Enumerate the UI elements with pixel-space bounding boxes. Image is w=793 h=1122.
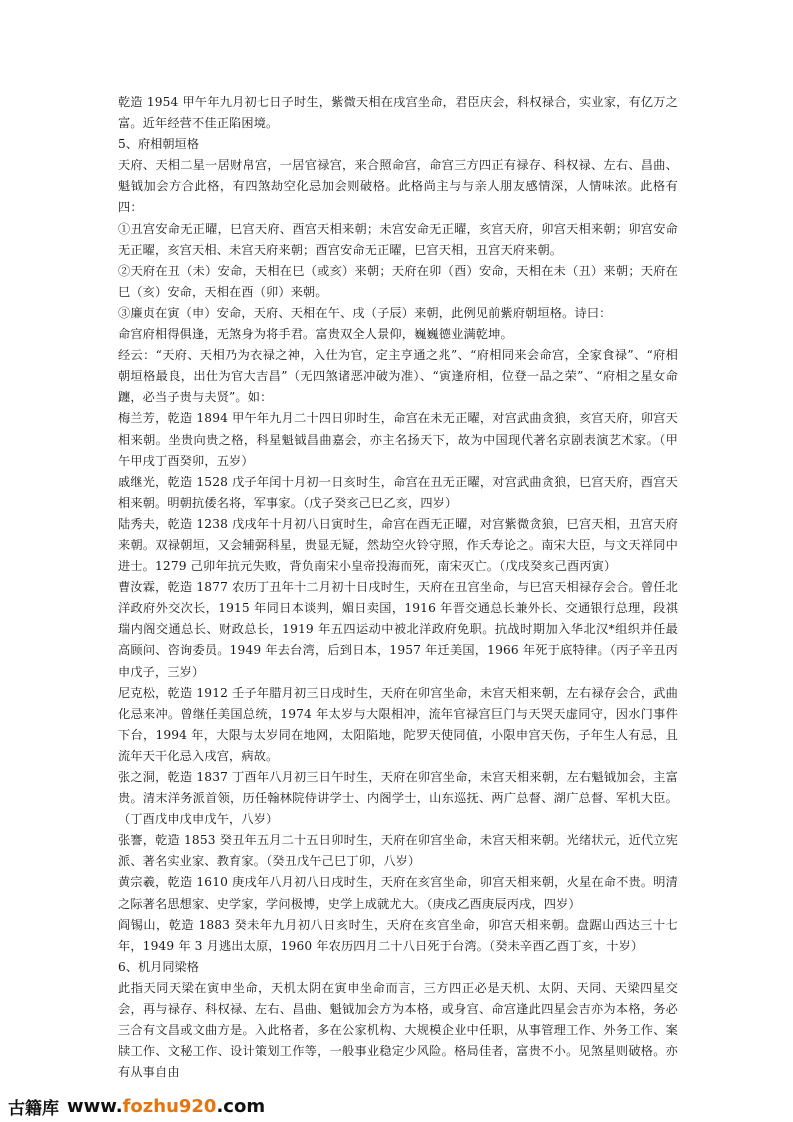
site-brand: 古籍库 [8, 1099, 59, 1119]
paragraph: 黄宗羲，乾造 1610 庚戌年八月初八日戌时生，天府在亥宫坐命，卯宫天相来朝，火星在命不贵。明清之际著名思想家、史学家，学问极博，史学上成就尤大。（庚戌乙酉庚辰丙戌，四岁） [118, 875, 678, 911]
site-url-highlight: fozhu920 [122, 1096, 217, 1117]
document-body [118, 92, 678, 1083]
paragraph: 此指天同天梁在寅申坐命，天机太阴在寅申坐命而言，三方四正必是天机、太阴、天同、天梁四星交会，再与禄存、科权禄、左右、昌曲、魁钺加会方为本格，或身宫、命宫逢此四星会吉亦为本格，务必三合有文昌或文曲方是。入此格者，多在公家机构、大规模企业中任职，从事管理工作、外务工作、案牍工作、文秘工作、设计策划工作等，一般事业稳定少风险。格局佳者，富贵不小。见煞星则破格。亦有从事自由 [118, 980, 678, 1080]
paragraph: ③廉贞在寅（申）安命，天府、天相在午、戌（子辰）来朝，此例见前紫府朝垣格。诗曰： [118, 305, 612, 320]
paragraph: 陆秀夫，乾造 1238 戊戌年十月初八日寅时生，命宫在酉无正曜，对宫紫微贪狼，巳宫天相，丑宫天府来朝。双禄朝垣，又会辅弼科星，贵显无疑，然劫空火铃守照，作夭寿论之。南宋大臣，与文天祥同中进士。1279 己卯年抗元失败，背负南宋小皇帝投海而死，南宋灭亡。（戊戌癸亥己酉丙寅） [118, 516, 678, 574]
paragraph: 曹汝霖，乾造 1877 农历丁丑年十二月初十日戌时生，天府在丑宫坐命，与巳宫天相禄存会合。曾任北洋政府外交次长，1915 年同日本谈判，媚日卖国，1916 年晋交通总长兼外长、交通银行总理，段祺瑞内阁交通总长、财政总长，1919 年五四运动中被北洋政府免职。抗战时期加入华北汉*组织并任最高顾问、咨询委员。1949 年去台湾，后到日本，1957 年迁美国，1966 年死于底特律。（丙子辛丑丙申戊子，三岁） [118, 580, 678, 679]
watermark-footer[interactable] [8, 1094, 265, 1118]
paragraph: 戚继光，乾造 1528 戊子年闰十月初一日亥时生，命宫在丑无正曜，对宫武曲贪狼，巳宫天府，酉宫天相来朝。明朝抗倭名将，军事家。（戊子癸亥己巳乙亥，四岁） [118, 474, 678, 510]
paragraph: ②天府在丑（未）安命，天相在巳（或亥）来朝；天府在卯（酉）安命，天相在未（丑）来朝；天府在巳（亥）安命，天相在酉（卯）来朝。 [118, 263, 678, 299]
paragraph: 命宫府相得俱逢，无煞身为将手君。富贵双全人景仰，巍巍德业满乾坤。 [118, 327, 513, 342]
site-url-prefix: www. [67, 1096, 123, 1117]
paragraph: 乾造 1954 甲午年九月初七日子时生，紫微天相在戌宫坐命，君臣庆会，科权禄合，实业家，有亿万之富。近年经营不佳正陷困境。 [118, 95, 678, 131]
paragraph: 张謇，乾造 1853 癸丑年五月二十五日卯时生，天府在卯宫坐命，未宫天相来朝。光绪状元，近代立宪派、著名实业家、教育家。（癸丑戊午己巳丁卯，八岁） [118, 833, 678, 869]
paragraph: 经云：“天府、天相乃为衣禄之神，入仕为官，定主亨通之兆”、“府相同来会命宫，全家食禄”、“府相朝垣格最良，出仕为官大吉昌”（无四煞诸恶冲破为准）、“寅逢府相，位登一品之荣”、“府相之星女命躔，必当子贵与夫贤”。如： [118, 348, 678, 405]
section-heading: 5、府相朝垣格 [118, 137, 199, 152]
paragraph: 阎锡山，乾造 1883 癸未年九月初八日亥时生，天府在亥宫坐命，卯宫天相来朝。盘踞山西达三十七年，1949 年 3 月逃出太原，1960 年农历四月二十八日死于台湾。（癸未辛酉乙酉丁亥，十岁） [118, 917, 678, 953]
paragraph: 梅兰芳，乾造 1894 甲午年九月二十四日卯时生，命宫在未无正曜，对宫武曲贪狼，亥宫天府，卯宫天相来朝。坐贵向贵之格，科星魁钺昌曲嘉会，亦主名扬天下，故为中国现代著名京剧表演艺术家。（甲午甲戌丁酉癸卯，五岁） [118, 411, 678, 468]
paragraph: 天府、天相二星一居财帛宫，一居官禄宫，来合照命宫，命宫三方四正有禄存、科权禄、左右、昌曲、魁钺加会方合此格，有四煞劫空化忌加会则破格。此格尚主与与亲人朋友感情深，人情味浓。此格有四： [118, 158, 678, 215]
section-heading: 6、机月同梁格 [118, 959, 199, 974]
paragraph: 尼克松，乾造 1912 壬子年腊月初三日戌时生，天府在卯宫坐命，未宫天相来朝，左右禄存会合，武曲化忌来冲。曾继任美国总统，1974 年太岁与大限相冲，流年官禄宫巨门与天哭天虚同守，因水门事件下台，1994 年，大限与太岁同在地网，太阳陷地，陀罗天使同值，小限申宫天伤，子年生人有忌，且流年天干化忌入戌宫，病故。 [118, 685, 678, 763]
paragraph: ①丑宫安命无正曜，巳宫天府、酉宫天相来朝；未宫安命无正曜，亥宫天府，卯宫天相来朝；卯宫安命无正曜，亥宫天相、未宫天府来朝；酉宫安命无正曜，巳宫天相，丑宫天府来朝。 [118, 221, 678, 257]
paragraph: 张之洞，乾造 1837 丁酉年八月初三日午时生，天府在卯宫坐命，未宫天相来朝，左右魁钺加会，主富贵。清末洋务派首领，历任翰林院侍讲学士、内阁学士，山东巡抚、两广总督、湖广总督、军机大臣。（丁酉戊申戊申戊午，八岁） [118, 770, 678, 827]
site-url-suffix: .com [216, 1096, 266, 1117]
